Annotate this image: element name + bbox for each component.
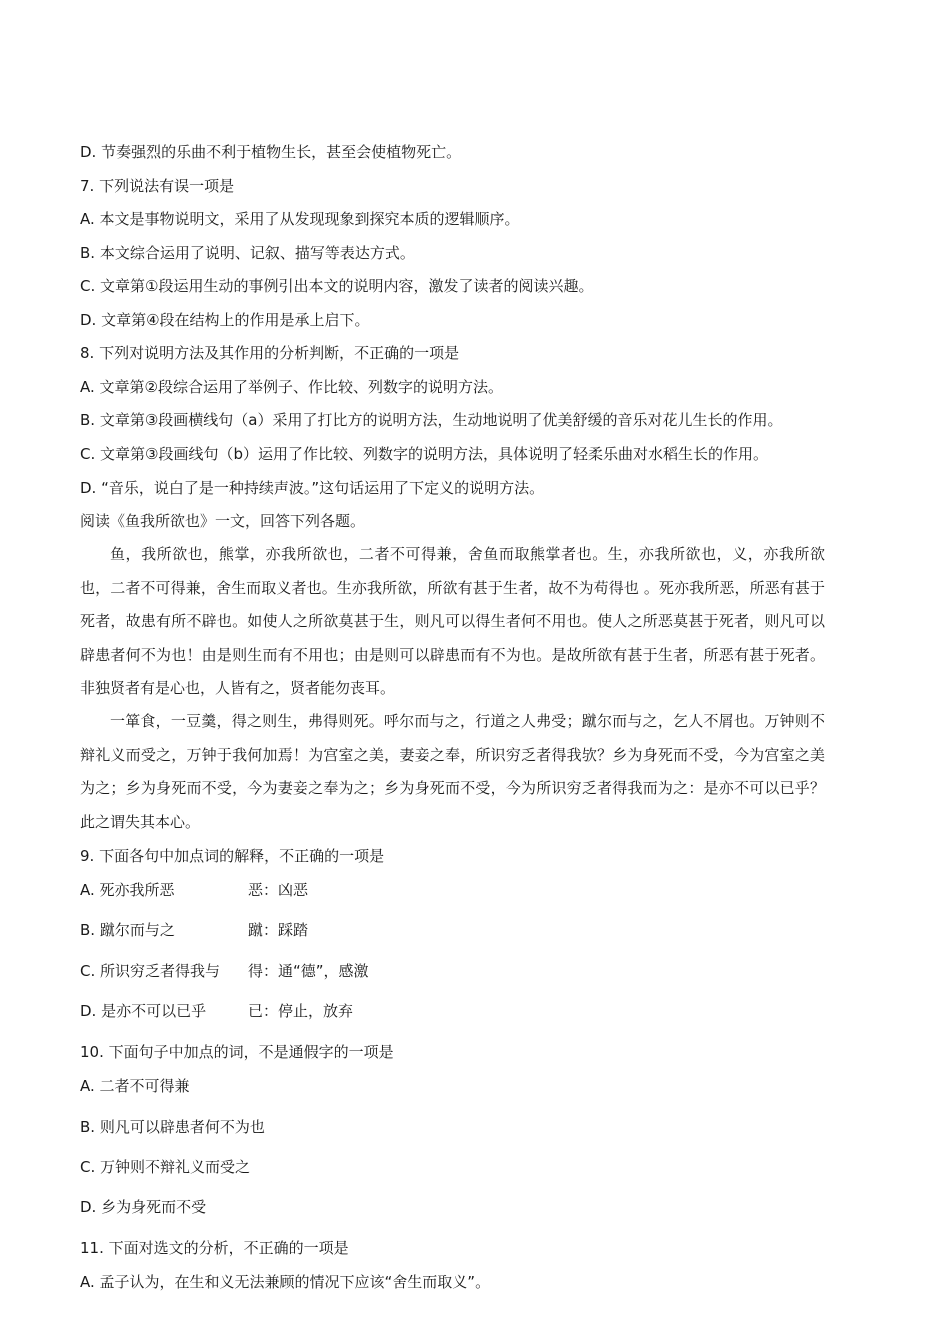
q9-option-text: C. 所识穷乏者得我与 xyxy=(80,962,221,980)
q9-option-gloss: 已：停止，放弃 xyxy=(248,1002,354,1020)
q8-option-a: A. 文章第②段综合运用了举例子、作比较、列数字的说明方法。 xyxy=(80,378,503,396)
q8-option-b: B. 文章第③段画横线句（a）采用了打比方的说明方法，生动地说明了优美舒缓的音乐对花儿生长的作用。 xyxy=(80,411,783,429)
reading-intro: 阅读《鱼我所欲也》一文，回答下列各题。 xyxy=(80,512,366,530)
q6-option-d: D. 节奏强烈的乐曲不利于植物生长，甚至会使植物死亡。 xyxy=(80,143,462,161)
q7-option-b: B. 本文综合运用了说明、记叙、描写等表达方式。 xyxy=(80,244,415,262)
q10-option-a: A. 二者不可得兼 xyxy=(80,1077,190,1095)
passage-paragraph-2: 一箪食，一豆羹，得之则生，弗得则死。呼尔而与之，行道之人弗受；蹴尔而与之，乞人不屑也。万钟则不辩礼义而受之，万钟于我何加焉！为宫室之美，妻妾之奉，所识穷乏者得我欤？乡为身死而不受，今为宫室之美为之；乡为身死而不受，今为妻妾之奉为之；乡为身死而不受，今为所识穷乏者得我而为之：是亦不可以已乎？此之谓失其本心。 xyxy=(80,712,825,831)
q7-option-a: A. 本文是事物说明文，采用了从发现现象到探究本质的逻辑顺序。 xyxy=(80,210,520,228)
q9-option-text: B. 蹴尔而与之 xyxy=(80,921,175,939)
q9-option-c xyxy=(80,961,369,981)
q9-option-gloss: 恶：凶恶 xyxy=(248,881,309,899)
passage-paragraph-1: 鱼，我所欲也，熊掌，亦我所欲也，二者不可得兼，舍鱼而取熊掌者也。生，亦我所欲也，义，亦我所欲也，二者不可得兼，舍生而取义者也。生亦我所欲，所欲有甚于生者，故不为苟得也 。死亦我所恶，所恶有甚于死者，故患有所不辟也。如使人之所欲莫甚于生，则凡可以得生者何不用也。使人之所恶莫甚于死者，则凡可以辟患者何不为也！由是则生而有不用也；由是则可以辟患而有不为也。是故所欲有甚于生者，所恶有甚于死者。非独贤者有是心也，人皆有之，贤者能勿丧耳。 xyxy=(80,545,825,698)
q11-option-a: A. 孟子认为，在生和义无法兼顾的情况下应该“舍生而取义”。 xyxy=(80,1273,491,1291)
q10-stem: 10. 下面句子中加点的词，不是通假字的一项是 xyxy=(80,1043,394,1061)
q9-option-d xyxy=(80,1001,354,1021)
q8-option-c: C. 文章第③段画线句（b）运用了作比较、列数字的说明方法，具体说明了轻柔乐曲对水稻生长的作用。 xyxy=(80,445,768,463)
q9-option-gloss: 得：通“德”，感激 xyxy=(248,962,369,980)
q10-option-d: D. 乡为身死而不受 xyxy=(80,1198,207,1216)
q10-option-c: C. 万钟则不辩礼义而受之 xyxy=(80,1158,251,1176)
q7-option-c: C. 文章第①段运用生动的事例引出本文的说明内容，激发了读者的阅读兴趣。 xyxy=(80,277,594,295)
q10-option-b: B. 则凡可以辟患者何不为也 xyxy=(80,1118,265,1136)
q9-option-gloss: 蹴：踩踏 xyxy=(248,921,309,939)
q9-option-a xyxy=(80,880,309,900)
q7-stem: 7. 下列说法有误一项是 xyxy=(80,177,235,195)
q9-option-b xyxy=(80,920,309,940)
q9-stem: 9. 下面各句中加点词的解释，不正确的一项是 xyxy=(80,847,385,865)
q8-option-d: D. “音乐，说白了是一种持续声波。”这句话运用了下定义的说明方法。 xyxy=(80,479,545,497)
q8-stem: 8. 下列对说明方法及其作用的分析判断，不正确的一项是 xyxy=(80,344,460,362)
q11-stem: 11. 下面对选文的分析，不正确的一项是 xyxy=(80,1239,349,1257)
q7-option-d: D. 文章第④段在结构上的作用是承上启下。 xyxy=(80,311,370,329)
q9-option-text: D. 是亦不可以已乎 xyxy=(80,1002,207,1020)
q9-option-text: A. 死亦我所恶 xyxy=(80,881,175,899)
